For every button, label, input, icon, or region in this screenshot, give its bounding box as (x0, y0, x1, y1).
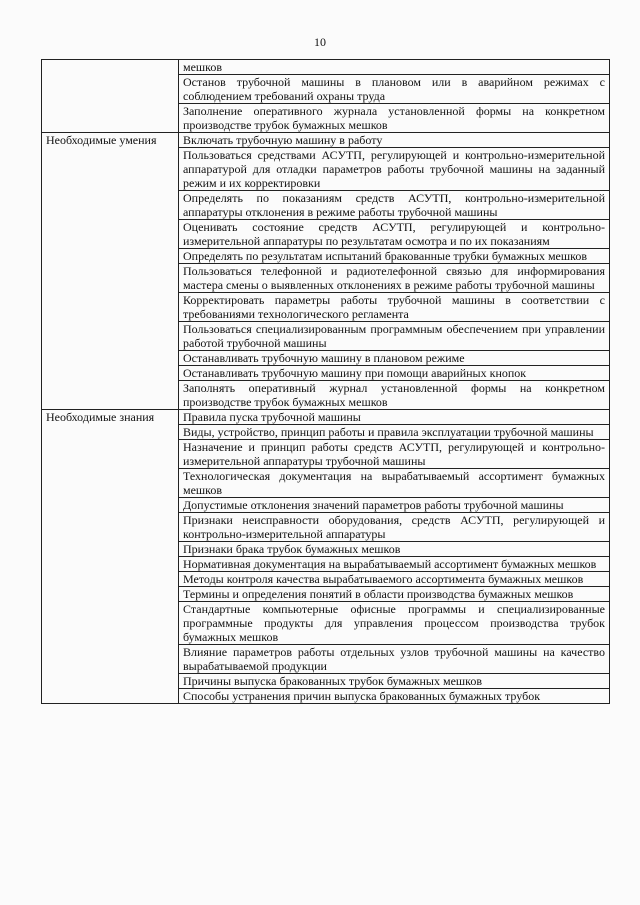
requirement-item: Определять по результатам испытаний бракованные трубки бумажных мешков (179, 249, 610, 264)
table-row (42, 410, 610, 425)
requirement-item: Заполнение оперативного журнала установленной формы на конкретном производстве трубок бумажных мешков (179, 104, 610, 133)
requirement-item: Останавливать трубочную машину при помощи аварийных кнопок (179, 366, 610, 381)
requirement-item: Оценивать состояние средств АСУТП, регулирующей и контрольно-измерительной аппаратуры по результатам осмотра и по их показаниям (179, 220, 610, 249)
table-row (42, 60, 610, 75)
requirement-item: Останавливать трубочную машину в плановом режиме (179, 351, 610, 366)
requirement-item: Правила пуска трубочной машины (179, 410, 610, 425)
requirement-item: Заполнять оперативный журнал установленной формы на конкретном производстве трубок бумажных мешков (179, 381, 610, 410)
requirement-item: мешков (179, 60, 610, 75)
requirement-item: Виды, устройство, принцип работы и правила эксплуатации трубочной машины (179, 425, 610, 440)
requirement-item: Технологическая документация на вырабатываемый ассортимент бумажных мешков (179, 469, 610, 498)
requirement-item: Останов трубочной машины в плановом или в аварийном режимах с соблюдением требований охраны труда (179, 75, 610, 104)
section-label: Необходимые знания (42, 410, 179, 704)
requirement-item: Допустимые отклонения значений параметров работы трубочной машины (179, 498, 610, 513)
requirement-item: Корректировать параметры работы трубочной машины в соответствии с требованиями технологического регламента (179, 293, 610, 322)
table-row (42, 133, 610, 148)
requirement-item: Причины выпуска бракованных трубок бумажных мешков (179, 674, 610, 689)
requirement-item: Влияние параметров работы отдельных узлов трубочной машины на качество вырабатываемой продукции (179, 645, 610, 674)
requirement-item: Пользоваться специализированным программным обеспечением при управлении работой трубочной машины (179, 322, 610, 351)
requirement-item: Нормативная документация на вырабатываемый ассортимент бумажных мешков (179, 557, 610, 572)
requirement-item: Методы контроля качества вырабатываемого ассортимента бумажных мешков (179, 572, 610, 587)
qualification-table (41, 59, 610, 704)
requirement-item: Пользоваться средствами АСУТП, регулирующей и контрольно-измерительной аппаратурой для отладки параметров работы трубочной машины на заданный режим и их корректировки (179, 148, 610, 191)
requirement-item: Признаки брака трубок бумажных мешков (179, 542, 610, 557)
requirement-item: Назначение и принцип работы средств АСУТП, регулирующей и контрольно-измерительной аппаратуры трубочной машины (179, 440, 610, 469)
requirement-item: Способы устранения причин выпуска бракованных бумажных трубок (179, 689, 610, 704)
section-label (42, 60, 179, 133)
requirement-item: Определять по показаниям средств АСУТП, контрольно-измерительной аппаратуры отклонения в режиме работы трубочной машины (179, 191, 610, 220)
table-body (42, 60, 610, 704)
section-label: Необходимые умения (42, 133, 179, 410)
requirement-item: Включать трубочную машину в работу (179, 133, 610, 148)
requirement-item: Признаки неисправности оборудования, средств АСУТП, регулирующей и контрольно-измерительной аппаратуры (179, 513, 610, 542)
page-number: 10 (314, 35, 326, 49)
requirement-item: Стандартные компьютерные офисные программы и специализированные программные продукты для управления процессом производства трубок бумажных мешков (179, 602, 610, 645)
requirement-item: Пользоваться телефонной и радиотелефонной связью для информирования мастера смены о выявленных отклонениях в режиме работы трубочной машины (179, 264, 610, 293)
requirement-item: Термины и определения понятий в области производства бумажных мешков (179, 587, 610, 602)
